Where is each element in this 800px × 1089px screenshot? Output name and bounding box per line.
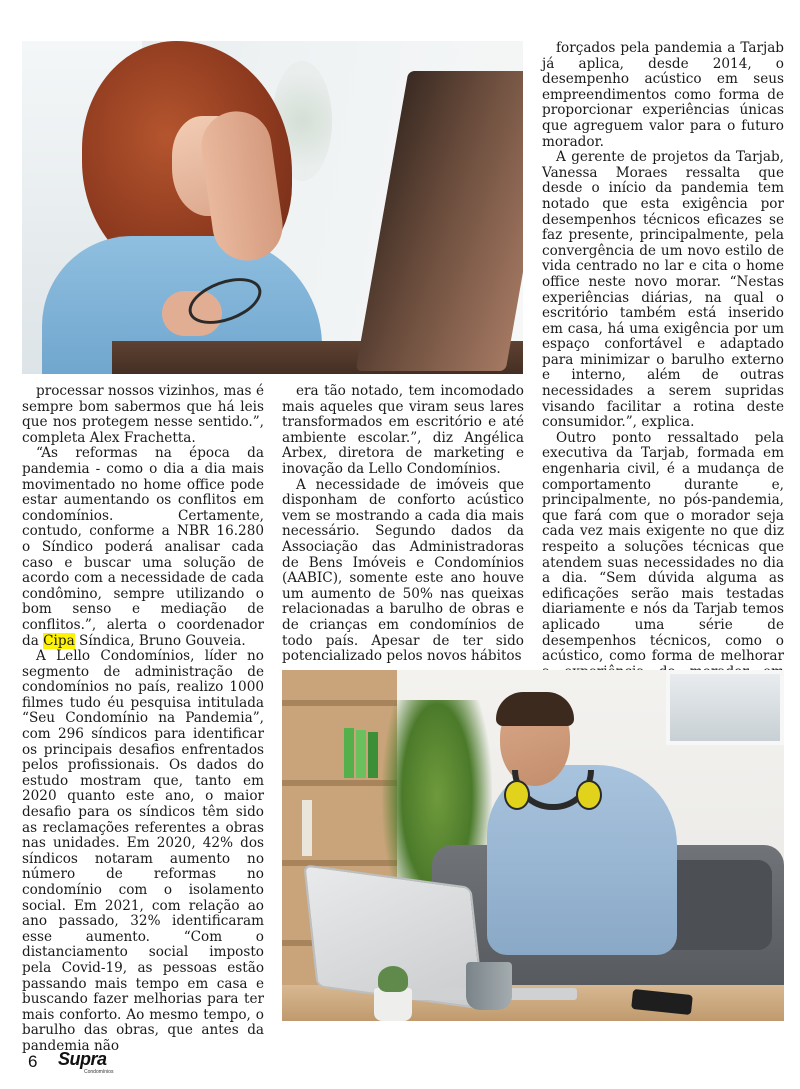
paragraph: A gerente de projetos da Tarjab, Vanessa Moraes ressalta que desde o início da pandemia tem notado que esta exigência por desempenhos técnicos eficazes se faz presente, principalmente, pela convergência de um novo estilo de vida centrado no lar e cita o home office neste novo morar. “Nestas experiências diárias, na qual o escritório também está inserido em casa, há uma exigência por um espaço confortável e adaptado para minimizar o barulho externo e interno, além de outras necessidades a serem supridas visando facilitar a rotina deste consumidor.”, explica.	[542, 149, 784, 431]
paragraph: Outro ponto ressaltado pela executiva da Tarjab, formada em engenharia civil, é a mudança de comportamento durante e, principalmente, no pós-pandemia, que fará com que o morador seja cada vez mais exigente no que diz respeito a soluções técnicas que atendem suas necessidades no dia a dia. “Sem dúvida alguma as edificações serão mais testadas diariamente e nós da Tarjab temos aplicado uma série de desempenhos técnicos, como o acústico, como forma de melhorar	[542, 429, 784, 665]
stressed-woman-photo	[22, 41, 523, 374]
article-column-2	[282, 384, 524, 665]
paragraph-text: Síndica, Bruno Gouveia.	[74, 632, 246, 649]
brand-logo: Supra	[58, 1049, 107, 1069]
paragraph: A necessidade de imóveis que disponham de conforto acústico vem se mostrando a cada dia mais necessário. Segundo dados da Associação das Administradoras de Bens Imóveis e Condomínios (AABIC), somente este ano houve um aumento de 50% nas queixas relacionadas a barulho de obras e de crianças em condomínios de todo país. Apesar de ter sido potencializado pelos novos hábitos	[282, 476, 524, 665]
paragraph: era tão notado, tem incomodado mais aqueles que viram seus lares transformados em escritório e até ambiente escolar.”, diz Angélica Arbex, diretora de marketing e inovação da Lello Condomínios.	[282, 383, 524, 477]
page-number: 6	[28, 1052, 38, 1071]
article-column-3	[542, 41, 784, 727]
paragraph: processar nossos vizinhos, mas é sempre bom sabermos que há leis que nos protegem nesse sentido.”, completa Alex Frachetta.	[22, 383, 264, 446]
paragraph: A Lello Condomínios, líder no segmento de administração de condomínios no país, realizo 1000 filmes tudo éu pesquisa intitulada “Seu Condomínio na Pandemia”, com 296 síndicos para identificar os principais desafios enfrentados pelos profissionais. Os dados do estudo mostram que, tanto em 2020 quanto este ano, o maior desafio para os síndicos têm sido as reclamações referentes a obras nas unidades. Em 2020, 42% dos síndicos notaram aumento no número de reformas no condomínio com o isolamento social. Em 2021, com relação ao ano passado, 32% identificaram esse aumento. “Com o distanciamento social imposto pela Covid-19, as pessoas estão passando mais tempo em casa e buscando fazer melhorias para ter mais conforto. Ao mesmo tempo, o barulho das obras, que antes da pandemia não	[22, 648, 264, 1054]
brand-subtitle: Condomínios	[84, 1069, 114, 1075]
article-column-1	[22, 384, 264, 1055]
paragraph-text: “As reformas na época da pandemia - como o dia a dia mais movimentado no home office pode estar aumentando os conflitos em condomínios. Certamente, contudo, conforme a NBR 16.280 o Síndico poderá analisar cada caso e buscar uma solução de acordo com a necessidade de cada condômino, sempre utilizando o bom senso e mediação de conflitos.”, alerta o coordenador da	[22, 445, 264, 649]
man-with-headphones-photo	[282, 670, 784, 1021]
paragraph: forçados pela pandemia a Tarjab já aplica, desde 2014, o desempenho acústico em seus empreendimentos como forma de proporcionar experiências únicas que agreguem valor para o futuro morador.	[542, 40, 784, 150]
paragraph	[22, 446, 264, 649]
highlighted-text: Cipa	[43, 632, 75, 649]
